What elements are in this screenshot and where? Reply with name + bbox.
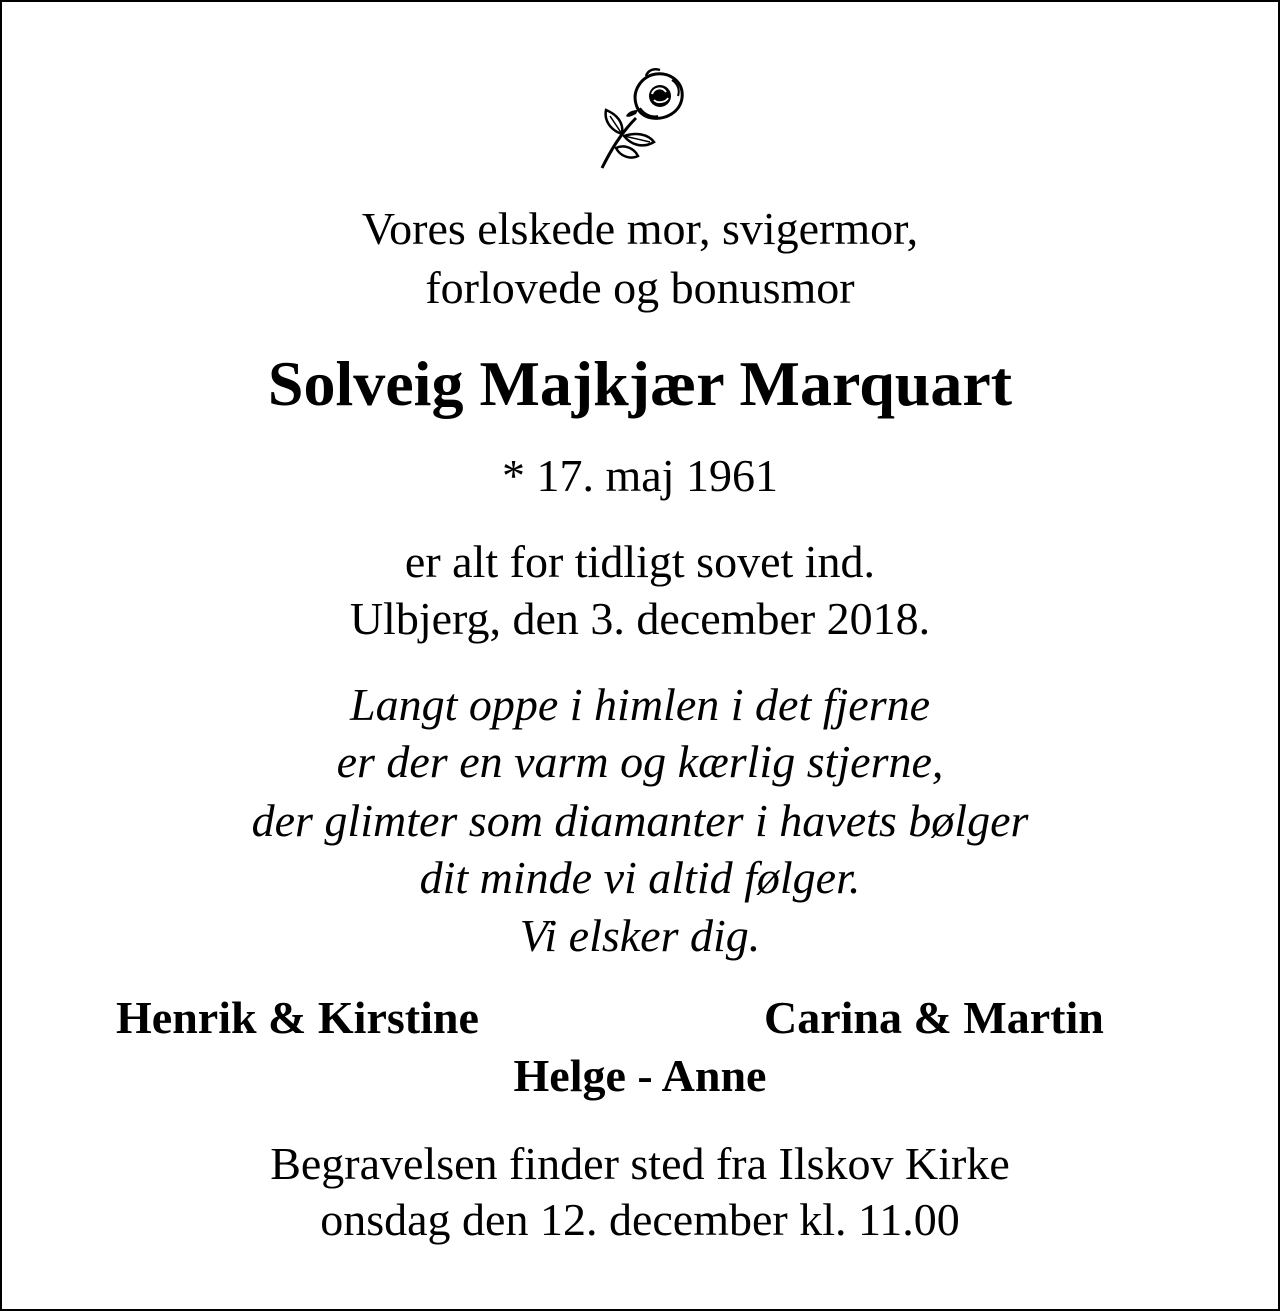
intro-line-2: forlovede og bonusmor	[425, 262, 855, 313]
passing-line-1: er alt for tidligt sovet ind.	[404, 536, 876, 587]
family-left: Henrik & Kirstine	[116, 992, 479, 1043]
birth-date: * 17. maj 1961	[502, 450, 778, 501]
poem-line-5: Vi elsker dig.	[519, 910, 761, 961]
funeral-line-1: Begravelsen finder sted fra Ilskov Kirke	[270, 1138, 1010, 1189]
poem-line-2: er der en varm og kærlig stjerne,	[336, 736, 944, 787]
passing-line-2: Ulbjerg, den 3. december 2018.	[349, 593, 931, 644]
poem-line-1: Langt oppe i himlen i det fjerne	[349, 679, 931, 730]
funeral-line-2: onsdag den 12. december kl. 11.00	[320, 1194, 960, 1245]
deceased-name: Solveig Majkjær Marquart	[267, 348, 1013, 419]
poem-line-3: der glimter som diamanter i havets bølger	[251, 795, 1029, 846]
poem-line-4: dit minde vi altid følger.	[419, 852, 861, 903]
rose-icon	[592, 64, 692, 174]
family-center: Helge - Anne	[513, 1050, 767, 1101]
intro-line-1: Vores elskede mor, svigermor,	[361, 203, 919, 254]
family-right: Carina & Martin	[764, 992, 1104, 1043]
